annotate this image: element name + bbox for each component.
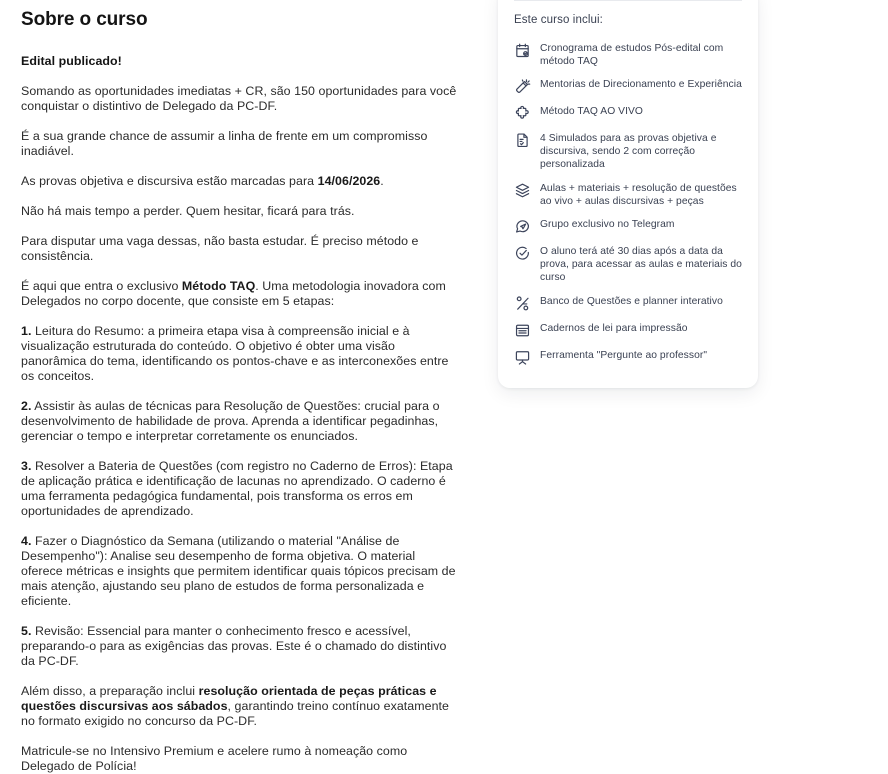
card-top-divider [514,0,742,1]
about-paragraph: Matricule-se no Intensivo Premium e acelere rumo à nomeação como Delegado de Polícia! [21,744,408,773]
about-paragraph: 3. Resolver a Bateria de Questões (com registro no Caderno de Erros): Etapa de aplicação prática e identificação de lacunas no aprendizado. O caderno é uma ferramenta pedagógica fundamental, pois transforma os erros em oportunidades de aprendizado. [21,459,453,518]
shuffle-nodes-icon [514,295,531,312]
layers-stack-icon [514,182,531,199]
about-paragraph: Além disso, a preparação inclui resolução orientada de peças práticas e questões discursivas aos sábados, garantindo treino contínuo exatamente no formato exigido no concurso da PC-DF. [21,684,449,728]
about-paragraph: Somando as oportunidades imediatas + CR, são 150 oportunidades para você conquistar o distintivo de Delegado da PC-DF. [21,84,457,113]
about-paragraph: Não há mais tempo a perder. Quem hesitar, ficará para trás. [21,204,355,218]
about-paragraph: 5. Revisão: Essencial para manter o conhecimento fresco e acessível, preparando-o para as exigências das provas. Este é o chamado do distintivo da PC-DF. [21,624,447,668]
magic-wand-icon [514,78,531,95]
includes-list-item [514,289,742,316]
includes-list [514,36,742,370]
includes-list-item-label: Aulas + materiais + resolução de questões ao vivo + aulas discursivas + peças [540,182,737,207]
about-paragraph: É aqui que entra o exclusivo Método TAQ. Uma metodologia inovadora com Delegados no corpo docente, que consiste em 5 etapas: [21,279,446,308]
includes-list-item-label: Método TAQ AO VIVO [540,105,643,117]
calendar-check-icon [514,42,531,59]
includes-list-item-label: Mentorias de Direcionamento e Experiência [540,78,742,90]
includes-list-item-label: Cronograma de estudos Pós-edital com método TAQ [540,42,724,67]
includes-list-item [514,212,742,239]
includes-list-item [514,239,742,289]
about-paragraph: 4. Fazer o Diagnóstico da Semana (utilizando o material "Análise de Desempenho"): Analise seu desempenho de forma objetiva. O material oferece métricas e insights que permitem identificar quais tópicos precisam de mais atenção, ajustando seu plano de estudos de forma personalizada e eficiente. [21,534,456,608]
about-paragraph: É a sua grande chance de assumir a linha de frente em um compromisso inadiável. [21,129,428,158]
page-title: Sobre o curso [21,9,148,30]
about-lead-paragraph: Edital publicado! [21,54,122,68]
includes-list-item-label: O aluno terá até 30 dias após a data da prova, para acessar as aulas e materiais do curso [540,245,742,284]
includes-list-item [514,176,742,212]
presentation-board-icon [514,349,531,366]
about-course-body [0,54,480,774]
check-circle-icon [514,245,531,262]
includes-card-title: Este curso inclui: [514,14,603,26]
includes-list-item [514,316,742,343]
book-lines-icon [514,322,531,339]
includes-list-item [514,99,742,126]
about-paragraph: 1. Leitura do Resumo: a primeira etapa visa à compreensão inicial e à visualização estruturada do conteúdo. O objetivo é obter uma visão panorâmica do tema, identificando os pontos-chave e as interconexões entre os conceitos. [21,324,449,383]
puzzle-piece-icon [514,105,531,122]
includes-list-item-label: 4 Simulados para as provas objetiva e discursiva, sendo 2 com correção personalizada [540,132,717,171]
includes-list-item-label: Ferramenta "Pergunte ao professor" [540,349,708,361]
includes-list-item-label: Cadernos de lei para impressão [540,322,688,334]
includes-list-item-label: Grupo exclusivo no Telegram [540,218,675,230]
includes-list-item-label: Banco de Questões e planner interativo [540,295,723,307]
about-paragraph: Para disputar uma vaga dessas, não basta estudar. É preciso método e consistência. [21,234,419,263]
document-check-icon [514,132,531,149]
includes-list-item [514,126,742,176]
includes-list-item [514,36,742,72]
about-paragraph: 2. Assistir às aulas de técnicas para Resolução de Questões: crucial para o desenvolvimento de habilidade de prova. Aprenda a identificar pegadinhas, gerenciar o tempo e interpretar corretamente os enunciados. [21,399,440,443]
includes-list-item [514,72,742,99]
includes-list-item [514,343,742,370]
telegram-chat-icon [514,218,531,235]
course-includes-card [498,0,758,388]
about-paragraph: As provas objetiva e discursiva estão marcadas para 14/06/2026. [21,174,384,188]
